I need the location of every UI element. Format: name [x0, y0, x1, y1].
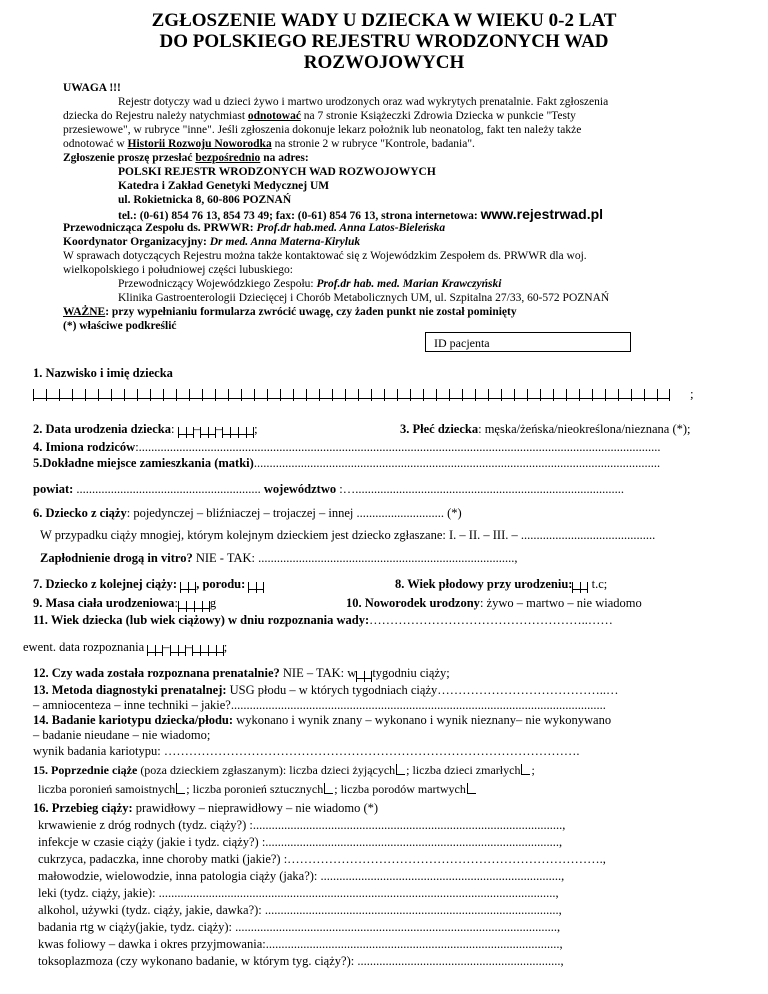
born-status-options[interactable]: : żywo – martwo – nie wiadomo — [479, 596, 642, 610]
diag-year-comb[interactable] — [192, 641, 224, 653]
notice-heading: UWAGA !!! — [63, 82, 121, 94]
name-entry-cell[interactable] — [46, 389, 59, 401]
birth-weight-comb[interactable] — [178, 597, 210, 609]
field-4-dots: :....................................................................................................................................................................... — [135, 440, 661, 454]
name-entry-cell[interactable] — [176, 389, 189, 401]
name-entry-cell[interactable] — [566, 389, 579, 401]
field-9[interactable]: 9. Masa ciała urodzeniowa: g — [33, 596, 217, 610]
name-entry-cell[interactable] — [163, 389, 176, 401]
field-15-line-2[interactable] — [38, 782, 477, 797]
name-entry-cell[interactable] — [72, 389, 85, 401]
name-entry-cell[interactable] — [306, 389, 319, 401]
question-xray[interactable]: badania rtg w ciąży(jakie, tydz. ciąży): ......................................................................................................., — [38, 920, 561, 934]
notice-p1b-bold: odnotować — [247, 110, 301, 122]
field-13[interactable] — [33, 683, 619, 698]
name-entry-cell[interactable] — [436, 389, 449, 401]
name-entry-cell[interactable] — [514, 389, 527, 401]
ivf-label: Zapłodnienie drogą in vitro? — [40, 551, 193, 565]
field-10-label: 10. Noworodek urodzony — [346, 596, 480, 610]
field-14[interactable] — [33, 713, 611, 728]
birth-day-comb[interactable] — [178, 423, 194, 435]
living-children-box[interactable] — [396, 764, 405, 775]
field-14-line-2[interactable]: – badanie nieudane – nie wiadomo; — [33, 728, 211, 742]
karyotype-options[interactable]: wykonano i wynik znany – wykonano i wynik nieznany– nie wykonywano — [233, 713, 612, 727]
field-9-label: 9. Masa ciała urodzeniowa — [33, 596, 175, 610]
coordinator-name: Dr med. Anna Materna-Kiryluk — [209, 236, 361, 248]
name-entry-cell[interactable] — [371, 389, 384, 401]
title-line-1: ZGŁOSZENIE WADY U DZIECKA W WIEKU 0-2 LAT — [151, 10, 617, 31]
name-entry-terminator: ; — [690, 386, 694, 401]
name-entry-cell[interactable] — [631, 389, 644, 401]
name-entry-cell[interactable] — [358, 389, 371, 401]
field-16-label: 16. Przebieg ciąży: — [33, 801, 133, 815]
notice-p1b-pre: dziecka do Rejestru należy natychmiast — [63, 110, 248, 122]
ivf-options[interactable]: NIE - TAK: .................................................................................., — [192, 551, 518, 565]
title-line-3: ROZWOJOWYCH — [303, 52, 465, 73]
spontaneous-miscarriages-label: liczba poronień samoistnych — [38, 782, 176, 796]
question-maternal-disease[interactable]: cukrzyca, padaczka, inne choroby matki (jakie?) :…………………………………………………………………., — [38, 852, 606, 866]
gestational-age-comb[interactable] — [572, 578, 588, 590]
birth-weight-unit: g — [209, 596, 217, 610]
name-entry-cell[interactable] — [137, 389, 150, 401]
field-13-line-2[interactable]: – amniocenteza – inne techniki – jakie?........................................................................................................................ — [33, 698, 606, 712]
regional-chair-name: Prof.dr hab. med. Marian Krawczyński — [316, 278, 502, 290]
name-entry-cell[interactable] — [98, 389, 111, 401]
field-7-label: 7. Dziecko z kolejnej ciąży: — [33, 577, 178, 591]
prenatal-options[interactable]: NIE – TAK: w — [279, 666, 357, 680]
living-children-label: (poza dzieckiem zgłaszanym): liczba dzieci żyjących — [137, 763, 396, 777]
name-entry-cell[interactable] — [254, 389, 267, 401]
name-entry-cell[interactable] — [124, 389, 137, 401]
stillbirths-box[interactable] — [467, 783, 476, 794]
name-entry-cell[interactable] — [189, 389, 202, 401]
field-2-label: 2. Data urodzenia dziecka — [33, 422, 171, 436]
notice-p1b-post: na 7 stronie Książeczki Zdrowia Dziecka w punkcie "Testy — [300, 110, 576, 122]
field-14-label: 14. Badanie kariotypu dziecka/płodu: — [33, 713, 234, 727]
field-12[interactable] — [33, 666, 450, 681]
regional-chair-line — [118, 278, 501, 290]
website-link[interactable]: www.rejestrwad.pl — [480, 206, 604, 222]
name-entry-cell[interactable] — [59, 389, 72, 401]
title-line-2: DO POLSKIEGO REJESTRU WRODZONYCH WAD — [159, 31, 609, 52]
powiat-row[interactable] — [33, 482, 624, 497]
ivf-row[interactable] — [40, 551, 518, 566]
address-line-3: ul. Rokietnicka 8, 60-806 POZNAŃ — [118, 194, 292, 206]
notice-p1b — [63, 110, 576, 122]
field-11-label: 11. Wiek dziecka (lub wiek ciążowy) w dniu rozpoznania wady: — [33, 613, 370, 627]
field-15-end: ; — [531, 763, 535, 777]
wojewodztwo-label: województwo — [260, 482, 337, 496]
pregnancy-order-comb[interactable] — [180, 578, 196, 590]
gestational-age-unit: t.c; — [588, 577, 608, 591]
form-title — [0, 10, 768, 73]
field-6[interactable] — [33, 506, 462, 521]
prenatal-week-comb[interactable] — [356, 667, 372, 679]
notice-p1d-post: na stronie 2 w rubryce "Kontrole, badania". — [271, 138, 475, 150]
name-entry-cell[interactable] — [202, 389, 215, 401]
patient-id-box[interactable] — [425, 332, 631, 352]
sex-options[interactable]: : męska/żeńska/nieokreślona/nieznana (*); — [478, 422, 691, 436]
name-entry-cell[interactable] — [644, 389, 657, 401]
name-entry-cell[interactable] — [85, 389, 98, 401]
chair-line — [63, 222, 445, 234]
address-line-2: Katedra i Zakład Genetyki Medycznej UM — [118, 180, 330, 192]
address-line-4 — [118, 206, 603, 222]
field-6-label: 6. Dziecko z ciąży — [33, 506, 127, 520]
question-medication[interactable]: leki (tydz. ciąży, jakie): ..............................................................................................................................., — [38, 886, 559, 900]
name-entry-cell[interactable] — [384, 389, 397, 401]
field-13-label: 13. Metoda diagnostyki prenatalnej: — [33, 683, 227, 697]
address-contact: tel.: (0-61) 854 76 13, 854 73 49; fax: (0-61) 854 76 13, strona internetowa: — [118, 210, 481, 222]
patient-id-label: ID pacjenta — [434, 336, 490, 350]
powiat-dots: ........................................................... — [73, 482, 261, 496]
question-toxoplasmosis[interactable]: toksoplazmoza (czy wykonano badanie, w którym tyg. ciąży?): ................................................................., — [38, 954, 564, 968]
name-entry-cell[interactable] — [605, 389, 618, 401]
notice-send-pre: Zgłoszenie proszę przesłać — [63, 152, 196, 164]
notice-send — [63, 152, 309, 164]
name-entry-cell[interactable] — [410, 389, 423, 401]
notice-p1a: Rejestr dotyczy wad u dzieci żywo i martwo urodzonych oraz wad wykrytych prenatalnie. Fakt zgłoszenia — [118, 96, 609, 108]
coordinator-line — [63, 236, 360, 248]
name-entry-cell[interactable] — [293, 389, 306, 401]
coordinator-label: Koordynator Organizacyjny: — [63, 236, 210, 248]
name-entry-comb[interactable] — [33, 386, 670, 399]
name-entry-cell[interactable] — [150, 389, 163, 401]
pregnancy-course-options[interactable]: prawidłowy – nieprawidłowy – nie wiadomo (*) — [132, 801, 379, 815]
pregnancy-type-options[interactable]: : pojedynczej – bliźniaczej – trojaczej – innej ............................ (*) — [126, 506, 462, 520]
field-15[interactable] — [33, 763, 535, 778]
important-line — [63, 306, 517, 318]
question-bleeding[interactable]: krwawienie z dróg rodnych (tydz. ciąży?) :..................................................................................................., — [38, 818, 566, 832]
field-14-line-3[interactable]: wynik badania kariotypu: ………………………………………………………………………………………. — [33, 744, 580, 758]
name-entry-cell[interactable] — [527, 389, 540, 401]
notice-send-post: na adres: — [260, 152, 309, 164]
name-entry-cell[interactable] — [33, 389, 46, 401]
name-entry-cell[interactable] — [449, 389, 462, 401]
multiple-pregnancy-row[interactable]: W przypadku ciąży mnogiej, którym kolejnym dzieckiem jest dziecko zgłaszane: I. – II. – III. – ........................................... — [40, 528, 656, 542]
field-10[interactable] — [346, 596, 642, 611]
dead-children-box[interactable] — [521, 764, 530, 775]
stillbirths-label: ; liczba porodów martwych — [334, 782, 466, 796]
diag-month-comb[interactable] — [170, 641, 186, 653]
field-11-dots: ……………………………………………..…… — [369, 613, 613, 627]
name-entry-cell[interactable] — [618, 389, 631, 401]
name-entry-cell[interactable] — [501, 389, 514, 401]
prenatal-week-unit: tygodniu ciąży; — [372, 666, 450, 680]
induced-abortions-label: ; liczba poronień sztucznych — [186, 782, 324, 796]
underline-note: (*) właściwe podkreślić — [63, 320, 177, 332]
regional-clinic: Klinika Gastroenterologii Dziecięcej i Chorób Metabolicznych UM, ul. Szpitalna 27/33, 60-572 POZNAŃ — [118, 292, 610, 304]
field-2[interactable]: 2. Data urodzenia dziecka: – – ; — [33, 422, 258, 436]
name-entry-cell[interactable] — [462, 389, 475, 401]
name-entry-cell[interactable] — [111, 389, 124, 401]
birth-year-comb[interactable] — [222, 423, 254, 435]
dead-children-label: ; liczba dzieci zmarłych — [406, 763, 521, 777]
field-8-label: 8. Wiek płodowy przy urodzeniu: — [395, 577, 573, 591]
name-entry-cell[interactable] — [553, 389, 566, 401]
notice-send-underlined: bezpośrednio — [195, 152, 261, 164]
name-entry-cell[interactable] — [267, 389, 280, 401]
question-alcohol[interactable]: alkohol, używki (tydz. ciąży, jakie, dawka?): .............................................................................................., — [38, 903, 562, 917]
question-infections[interactable]: infekcje w czasie ciąży (jakie i tydz. ciąży?) :.............................................................................................., — [38, 835, 563, 849]
regional-line-1: W sprawach dotyczących Rejestru można także kontaktować się z Wojewódzkim Zespołem ds. PRWWR dla woj. — [63, 250, 587, 262]
name-entry-cell[interactable] — [488, 389, 501, 401]
name-entry-cell[interactable] — [280, 389, 293, 401]
powiat-label: powiat: — [33, 482, 74, 496]
name-entry-cell[interactable] — [319, 389, 332, 401]
field-3[interactable] — [400, 422, 691, 437]
regional-chair-label: Przewodniczący Wojewódzkiego Zespołu: — [118, 278, 317, 290]
field-4[interactable] — [33, 440, 661, 455]
field-4-label: 4. Imiona rodziców — [33, 440, 136, 454]
important-text: : przy wypełnianiu formularza zwrócić uwagę, czy żaden punkt nie został pominięty — [105, 306, 517, 318]
name-entry-cell[interactable] — [657, 389, 670, 401]
field-7[interactable]: 7. Dziecko z kolejnej ciąży: , porodu: — [33, 577, 264, 592]
field-1-label: 1. Nazwisko i imię dziecka — [33, 366, 173, 380]
birth-order-comb[interactable] — [248, 578, 264, 590]
wojewodztwo-dots: :…...................................................................................... — [336, 482, 624, 496]
birth-order-label: porodu: — [202, 577, 246, 591]
name-entry-cell[interactable] — [345, 389, 358, 401]
name-entry-cell[interactable] — [332, 389, 345, 401]
diagnosis-date-label: ewent. data rozpoznania — [23, 640, 145, 654]
field-15-label: 15. Poprzednie ciąże — [33, 763, 138, 777]
chair-name: Prof.dr hab.med. Anna Latos-Bieleńska — [256, 222, 446, 234]
name-entry-cell[interactable] — [397, 389, 410, 401]
spontaneous-miscarriages-box[interactable] — [176, 783, 185, 794]
induced-abortions-box[interactable] — [324, 783, 333, 794]
field-3-label: 3. Płeć dziecka — [400, 422, 479, 436]
chair-label: Przewodnicząca Zespołu ds. PRWWR: — [63, 222, 257, 234]
field-5-dots: .................................................................................................................................. — [253, 456, 661, 470]
notice-p1d — [63, 138, 475, 150]
question-folic-acid[interactable]: kwas foliowy – dawka i okres przyjmowania:.............................................................................................., — [38, 937, 563, 951]
field-11[interactable] — [33, 613, 613, 628]
address-line-1: POLSKI REJESTR WRODZONYCH WAD ROZWOJOWYCH — [118, 166, 436, 178]
diagnosis-date-row[interactable]: ewent. data rozpoznania – – ; — [23, 640, 228, 654]
field-12-label: 12. Czy wada została rozpoznana prenatalnie? — [33, 666, 280, 680]
question-amniotic-fluid[interactable]: małowodzie, wielowodzie, inna patologia ciąży (jaka?): ............................................................................., — [38, 869, 565, 883]
notice-p1d-pre: odnotować w — [63, 138, 128, 150]
name-entry-cell[interactable] — [579, 389, 592, 401]
name-entry-cell[interactable] — [241, 389, 254, 401]
field-13-text: USG płodu – w których tygodniach ciąży…………………………………..… — [226, 683, 619, 697]
name-entry-cell[interactable] — [423, 389, 436, 401]
notice-p1d-bold: Historii Rozwoju Noworodka — [127, 138, 272, 150]
name-entry-cell[interactable] — [475, 389, 488, 401]
name-entry-cell[interactable] — [540, 389, 553, 401]
name-entry-cell[interactable] — [215, 389, 228, 401]
field-8[interactable] — [395, 577, 607, 592]
field-16[interactable] — [33, 801, 378, 816]
notice-p1c: przesiewowe", w rubryce "inne". Jeśli zgłoszenia dokonuje lekarz położnik lub neonatolog, fakt ten należy także — [63, 124, 582, 136]
diag-day-comb[interactable] — [147, 641, 163, 653]
name-entry-cell[interactable] — [228, 389, 241, 401]
field-5-label: 5.Dokładne miejsce zamieszkania (matki) — [33, 456, 254, 470]
birth-month-comb[interactable] — [200, 423, 216, 435]
field-5[interactable] — [33, 456, 660, 471]
regional-line-2: wielkopolskiego i południowej części lubuskiego: — [63, 264, 293, 276]
important-label: WAŻNE — [63, 306, 106, 318]
name-entry-cell[interactable] — [592, 389, 605, 401]
